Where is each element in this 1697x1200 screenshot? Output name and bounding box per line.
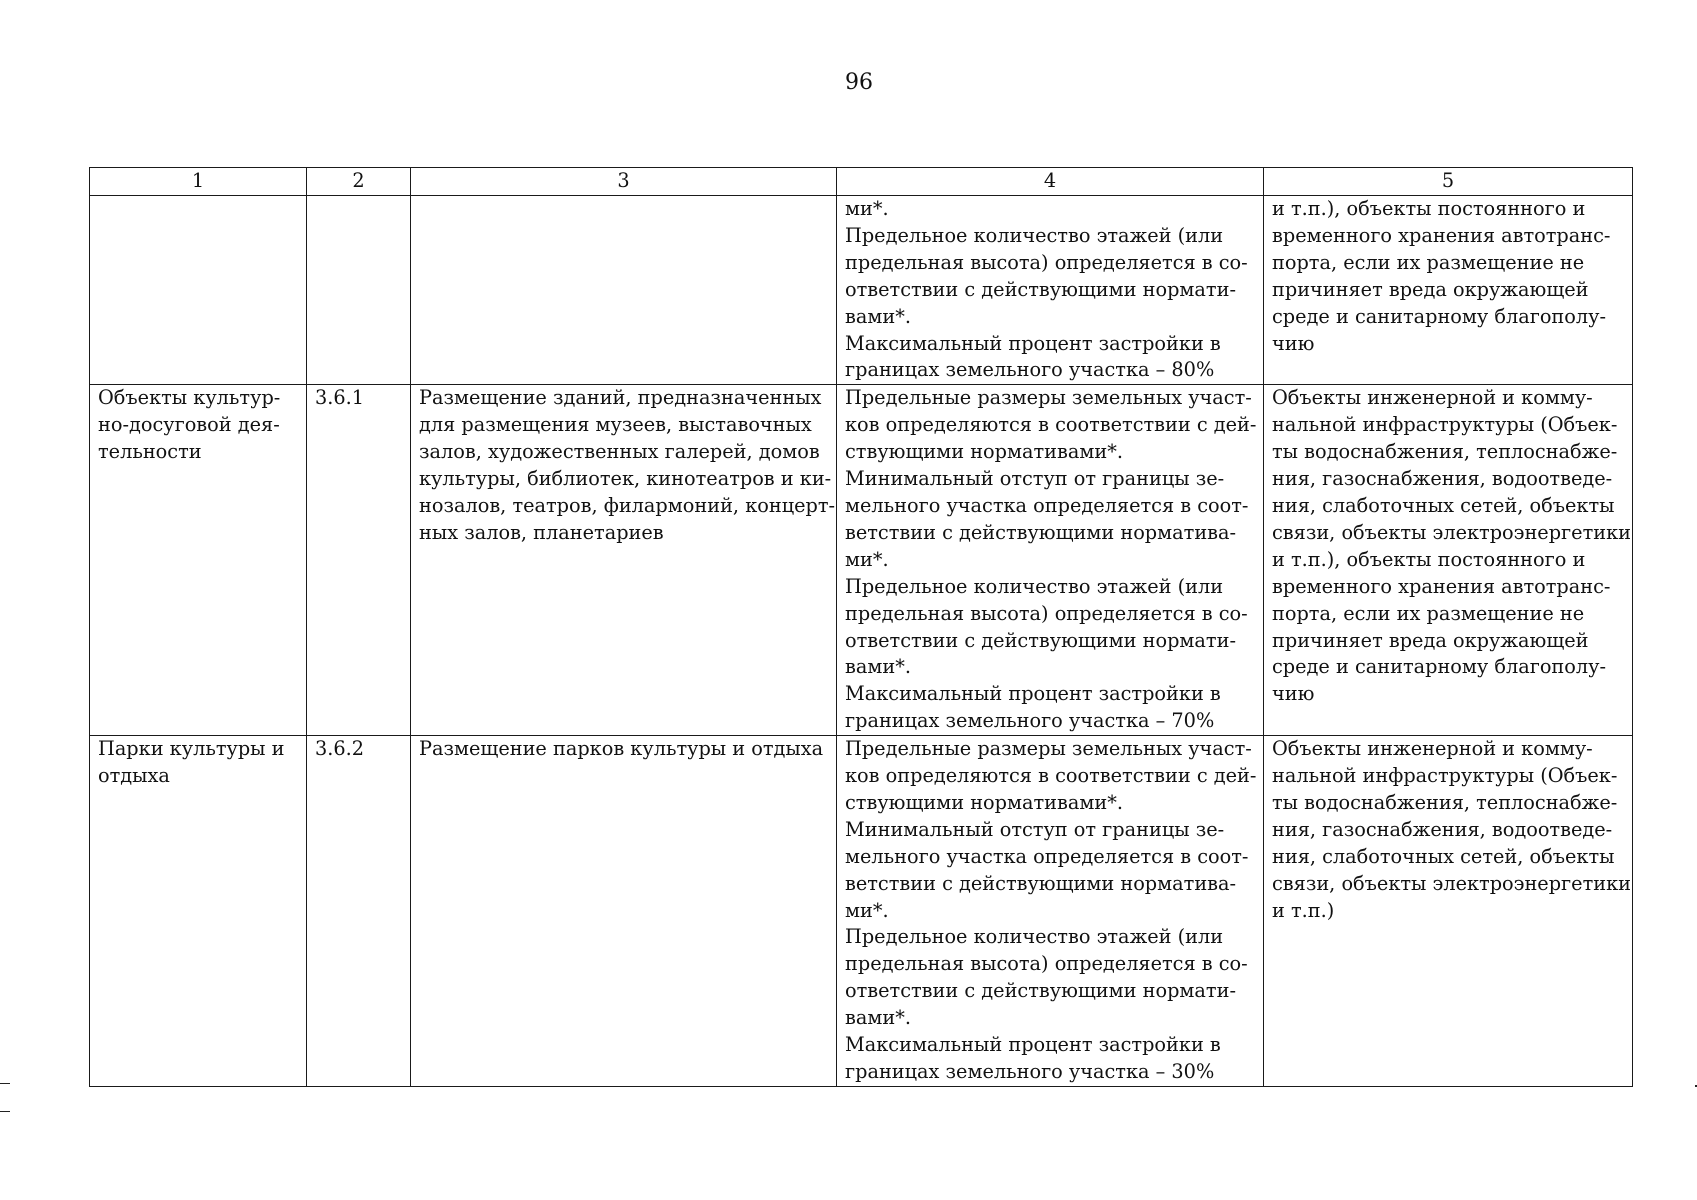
- land-use-table: [89, 167, 1633, 1087]
- land-use-name-cell: [90, 196, 307, 385]
- cell-text-line: ков определяются в соответствии с дей-: [845, 413, 1257, 437]
- margin-tick-mark: [0, 1111, 10, 1112]
- cell-text-line: ветствии с действующими норматива-: [845, 520, 1237, 544]
- cell-text-line: ков определяются в соответствии с дей-: [845, 764, 1257, 788]
- cell-text-line: временного хранения автотранс-: [1272, 223, 1611, 247]
- auxiliary-uses-cell: [1264, 196, 1633, 385]
- classifier-code-cell: [307, 385, 411, 736]
- cell-text-line: границах земельного участка – 30%: [845, 1060, 1215, 1083]
- cell-text-line: среде и санитарному благополу-: [1272, 655, 1607, 679]
- table-body: [90, 196, 1633, 1087]
- cell-text-line: 3.6.2: [315, 737, 365, 761]
- cell-text-line: залов, художественных галерей, домов: [419, 440, 820, 464]
- cell-text-line: вами*.: [845, 304, 911, 328]
- cell-text-line: ответствии с действующими нормати-: [845, 628, 1236, 652]
- cell-text-line: предельная высота) определяется в со-: [845, 952, 1248, 976]
- description-cell: [411, 736, 837, 1087]
- cell-text-line: ветствии с действующими норматива-: [845, 871, 1237, 895]
- cell-text-line: культуры, библиотек, кинотеатров и ки-: [419, 467, 832, 491]
- column-header-3: 3: [411, 168, 837, 196]
- cell-text-line: ми*.: [845, 547, 889, 571]
- cell-text-line: Максимальный процент застройки в: [845, 331, 1221, 355]
- cell-text-line: Максимальный процент застройки в: [845, 1033, 1221, 1057]
- table-row: [90, 736, 1633, 1087]
- cell-text-line: вами*.: [845, 655, 911, 679]
- cell-text-line: ных залов, планетариев: [419, 520, 664, 544]
- cell-text-line: Максимальный процент застройки в: [845, 682, 1221, 706]
- cell-text-line: среде и санитарному благополу-: [1272, 304, 1607, 328]
- cell-text-line: ствующими нормативами*.: [845, 790, 1123, 814]
- auxiliary-uses-cell: [1264, 736, 1633, 1087]
- cell-text-line: ния, газоснабжения, водоотведе-: [1272, 817, 1613, 841]
- cell-text-line: Объекты инженерной и комму-: [1272, 737, 1593, 761]
- parameters-cell: [837, 385, 1264, 736]
- cell-text-line: Минимальный отступ от границы зе-: [845, 467, 1225, 491]
- description-cell: [411, 196, 837, 385]
- cell-text-line: Предельное количество этажей (или: [845, 574, 1224, 598]
- cell-text-line: ты водоснабжения, теплоснабже-: [1272, 790, 1618, 814]
- cell-text-line: вами*.: [845, 1006, 911, 1030]
- parameters-cell: [837, 196, 1264, 385]
- cell-text-line: Предельное количество этажей (или: [845, 925, 1224, 949]
- cell-text-line: ствующими нормативами*.: [845, 440, 1123, 464]
- cell-text-line: но-досуговой дея-: [98, 413, 280, 437]
- parameters-cell: [837, 736, 1264, 1087]
- classifier-code-cell: [307, 196, 411, 385]
- land-use-name-cell: [90, 736, 307, 1087]
- cell-text-line: и т.п.): [1272, 898, 1335, 922]
- margin-tick-mark: [0, 1083, 10, 1084]
- cell-text-line: Объекты культур-: [98, 386, 281, 410]
- cell-text-line: тельности: [98, 440, 202, 464]
- column-header-1: 1: [90, 168, 307, 196]
- table-row: [90, 196, 1633, 385]
- cell-text-line: временного хранения автотранс-: [1272, 574, 1611, 598]
- cell-text-line: причиняет вреда окружающей: [1272, 277, 1589, 301]
- cell-text-line: ния, слаботочных сетей, объекты: [1272, 493, 1615, 517]
- cell-text-line: предельная высота) определяется в со-: [845, 250, 1248, 274]
- cell-text-line: чию: [1272, 682, 1315, 706]
- column-header-2: 2: [307, 168, 411, 196]
- cell-text-line: порта, если их размещение не: [1272, 601, 1585, 625]
- cell-text-line: 3.6.1: [315, 386, 365, 410]
- cell-text-line: Парки культуры и: [98, 737, 285, 761]
- cell-text-line: и т.п.), объекты постоянного и: [1272, 197, 1586, 220]
- cell-text-line: Размещение зданий, предназначенных: [419, 386, 822, 410]
- cell-text-line: нальной инфраструктуры (Объек-: [1272, 413, 1618, 437]
- cell-text-line: Объекты инженерной и комму-: [1272, 386, 1593, 410]
- cell-text-line: предельная высота) определяется в со-: [845, 601, 1248, 625]
- cell-text-line: ты водоснабжения, теплоснабже-: [1272, 440, 1618, 464]
- land-use-name-cell: [90, 385, 307, 736]
- page-number: 96: [845, 70, 873, 95]
- cell-text-line: мельного участка определяется в соот-: [845, 493, 1249, 517]
- cell-text-line: и т.п.), объекты постоянного и: [1272, 547, 1586, 571]
- cell-text-line: порта, если их размещение не: [1272, 250, 1585, 274]
- cell-text-line: Предельное количество этажей (или: [845, 223, 1224, 247]
- cell-text-line: ния, газоснабжения, водоотведе-: [1272, 467, 1613, 491]
- cell-text-line: ния, слаботочных сетей, объекты: [1272, 844, 1615, 868]
- cell-text-line: нозалов, театров, филармоний, концерт-: [419, 493, 836, 517]
- cell-text-line: ответствии с действующими нормати-: [845, 277, 1236, 301]
- header-row: [90, 168, 1633, 196]
- cell-text-line: мельного участка определяется в соот-: [845, 844, 1249, 868]
- cell-text-line: Размещение парков культуры и отдыха: [419, 737, 824, 761]
- cell-text-line: границах земельного участка – 80%: [845, 358, 1215, 382]
- cell-text-line: ми*.: [845, 898, 889, 922]
- classifier-code-cell: [307, 736, 411, 1087]
- cell-text-line: причиняет вреда окружающей: [1272, 628, 1589, 652]
- description-cell: [411, 385, 837, 736]
- cell-text-line: отдыха: [98, 764, 170, 788]
- cell-text-line: для размещения музеев, выставочных: [419, 413, 812, 437]
- cell-text-line: нальной инфраструктуры (Объек-: [1272, 764, 1618, 788]
- cell-text-line: ми*.: [845, 197, 889, 220]
- cell-text-line: чию: [1272, 331, 1315, 355]
- cell-text-line: связи, объекты электроэнергетики: [1272, 871, 1631, 895]
- table-row: [90, 385, 1633, 736]
- cell-text-line: Предельные размеры земельных участ-: [845, 386, 1252, 410]
- cell-text-line: связи, объекты электроэнергетики: [1272, 520, 1631, 544]
- auxiliary-uses-cell: [1264, 385, 1633, 736]
- column-header-4: 4: [837, 168, 1264, 196]
- cell-text-line: ответствии с действующими нормати-: [845, 979, 1236, 1003]
- table-header: [90, 168, 1633, 196]
- cell-text-line: границах земельного участка – 70%: [845, 709, 1215, 733]
- column-header-5: 5: [1264, 168, 1633, 196]
- cell-text-line: Минимальный отступ от границы зе-: [845, 817, 1225, 841]
- cell-text-line: Предельные размеры земельных участ-: [845, 737, 1252, 761]
